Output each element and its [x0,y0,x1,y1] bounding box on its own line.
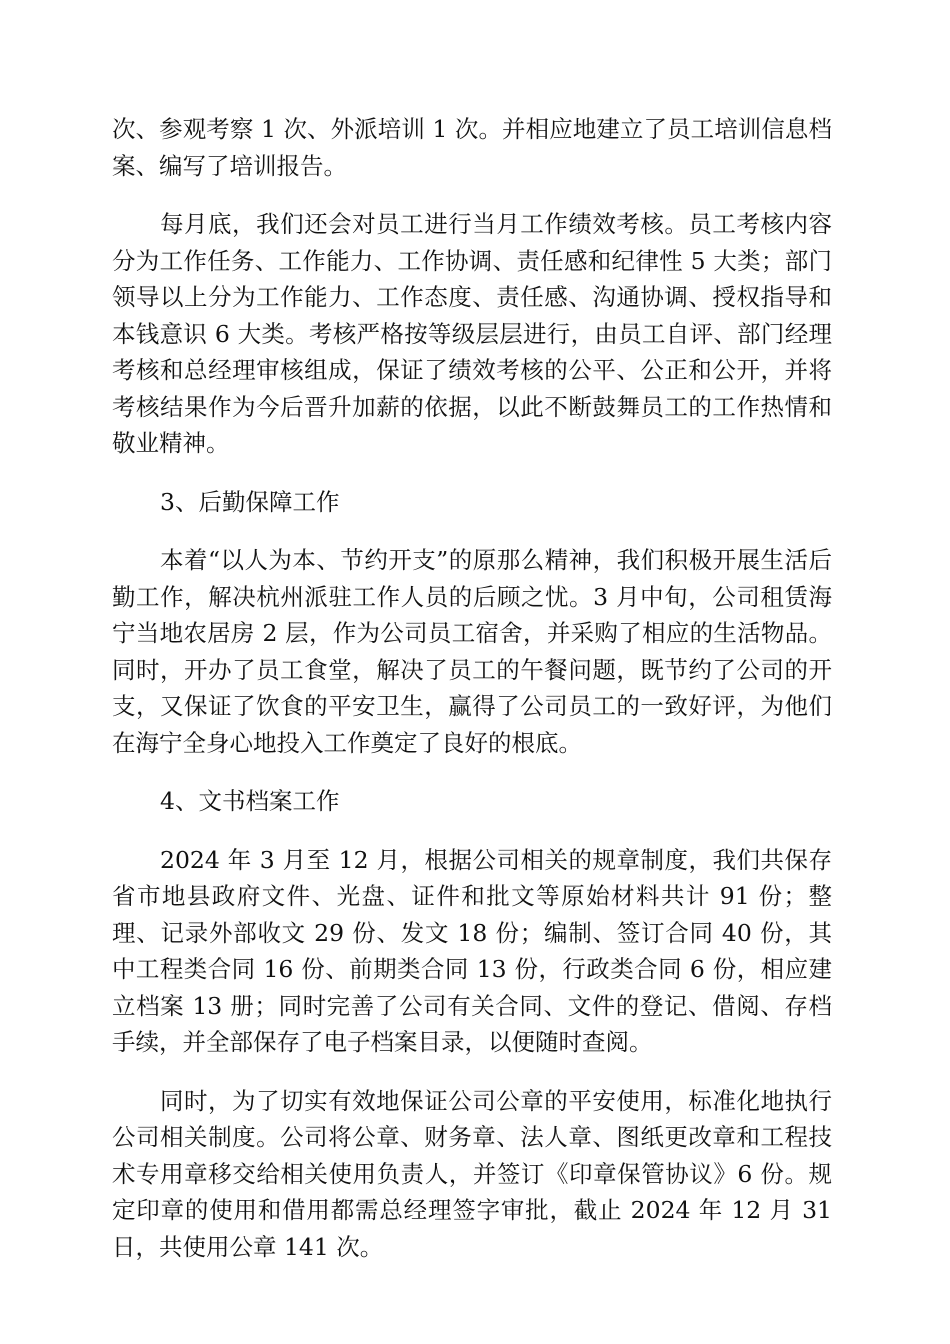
document-page [112,111,832,1287]
section-heading-logistics: 3、后勤保障工作 [160,487,340,516]
section-heading-archives: 4、文书档案工作 [160,787,340,815]
paragraph-archives: 2024 年 3 月至 12 月，根据公司相关的规章制度，我们共保存省市地县政府文件、光盘、证件和批文等原始材料共计 91 份；整理、记录外部收文 29 份、发文 18 份；编制、签订合同 40 份，其中工程类合同 16 份、前期类合同 13 份，行政类合同 6 份，相应建立档案 13 册；同时完善了公司有关合同、文件的登记、借阅、存档手续，并全部保存了电子档案目录，以便随时查阅。 [112,845,832,1056]
paragraph-seals: 同时，为了切实有效地保证公司公章的平安使用，标准化地执行公司相关制度。公司将公章、财务章、法人章、图纸更改章和工程技术专用章移交给相关使用负责人，并签订《印章保管协议》6 份。规定印章的使用和借用都需总经理签字审批，截止 2024 年 12 月 31 日，共使用公章 141 次。 [112,1086,832,1261]
paragraph-performance-review: 每月底，我们还会对员工进行当月工作绩效考核。员工考核内容分为工作任务、工作能力、工作协调、责任感和纪律性 5 大类；部门领导以上分为工作能力、工作态度、责任感、沟通协调、授权指导和本钱意识 6 大类。考核严格按等级层层进行，由员工自评、部门经理考核和总经理审核组成，保证了绩效考核的公平、公正和公开，并将考核结果作为今后晋升加薪的依据，以此不断鼓舞员工的工作热情和敬业精神。 [112,210,832,457]
paragraph-logistics: 本着“以人为本、节约开支”的原那么精神，我们积极开展生活后勤工作，解决杭州派驻工作人员的后顾之忧。3 月中旬，公司租赁海宁当地农居房 2 层，作为公司员工宿舍，并采购了相应的生活物品。同时，开办了员工食堂，解决了员工的午餐问题，既节约了公司的开支，又保证了饮食的平安卫生，赢得了公司员工的一致好评，为他们在海宁全身心地投入工作奠定了良好的根底。 [112,546,832,757]
paragraph-training-continuation: 次、参观考察 1 次、外派培训 1 次。并相应地建立了员工培训信息档案、编写了培训报告。 [112,115,832,180]
